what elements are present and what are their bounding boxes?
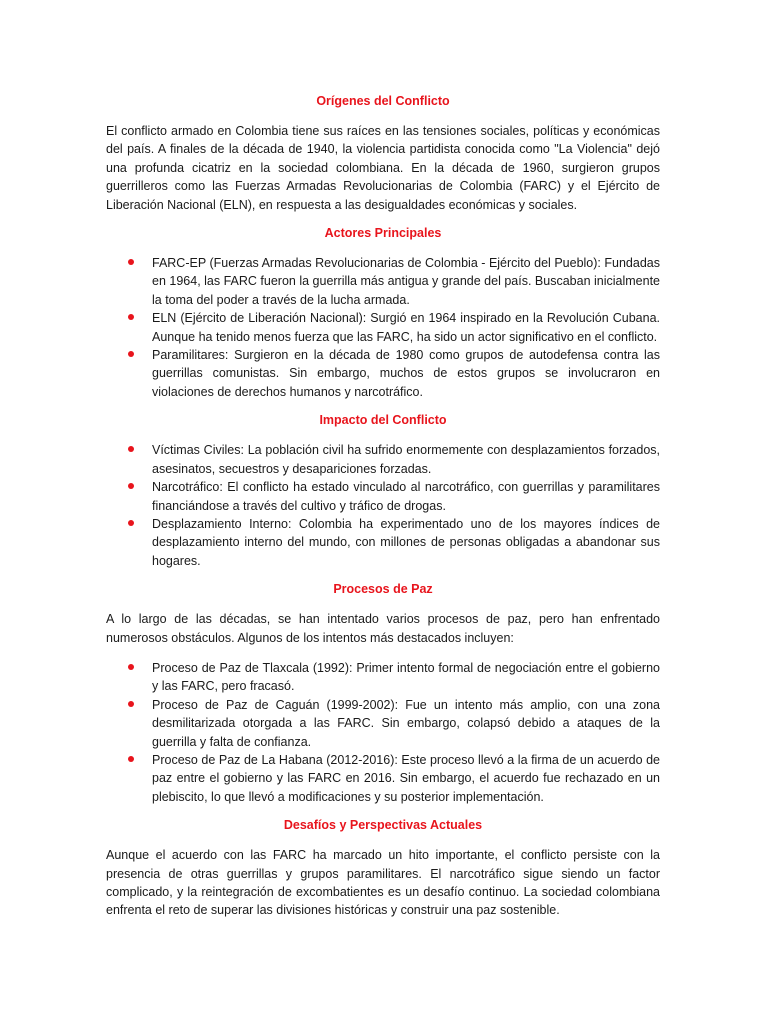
section-paragraph-desafios: Aunque el acuerdo con las FARC ha marcado un hito importante, el conflicto persiste con la presencia de otras guerrillas y grupos paramilitares. El narcotráfico sigue siendo un factor complicado, y la reintegración de excombatientes es un desafío continuo. La sociedad colombiana enfrenta el reto de superar las divisiones históricas y construir una paz sostenible. [106, 848, 660, 918]
impacto-list [106, 441, 660, 570]
bullet-icon [128, 701, 134, 707]
list-item [106, 659, 660, 696]
list-item-text: FARC-EP (Fuerzas Armadas Revolucionarias de Colombia - Ejército del Pueblo): Fundadas en 1964, las FARC fueron la guerrilla más antigua y grande del país. Buscaban inicialmente la toma del poder a través de la lucha armada. [152, 256, 660, 307]
section-paragraph-procesos: A lo largo de las décadas, se han intentado varios procesos de paz, pero han enfrentado numerosos obstáculos. Algunos de los intentos más destacados incluyen: [106, 612, 660, 645]
list-item [106, 441, 660, 478]
section-title-desafios: Desafíos y Perspectivas Actuales [283, 818, 483, 833]
section-title-origenes: Orígenes del Conflicto [316, 94, 450, 108]
list-item-text: Proceso de Paz de Caguán (1999-2002): Fue un intento más amplio, con una zona desmilitarizada otorgada a las FARC. Sin embargo, colapsó debido a ataques de la guerrilla y falta de confianza. [152, 697, 660, 749]
list-item [106, 478, 660, 515]
list-item-text: Proceso de Paz de Tlaxcala (1992): Primer intento formal de negociación entre el gobierno y las FARC, pero fracasó. [152, 660, 660, 694]
list-item-text: Proceso de Paz de La Habana (2012-2016): Este proceso llevó a la firma de un acuerdo de paz entre el gobierno y las FARC en 2016. Sin embargo, el acuerdo fue rechazado en un plebiscito, lo que llevó a modificaciones y su posterior implementación. [152, 752, 660, 804]
list-item [106, 515, 660, 570]
section-title-impacto: Impacto del Conflicto [319, 413, 447, 428]
section-paragraph-origenes: El conflicto armado en Colombia tiene sus raíces en las tensiones sociales, políticas y económicas del país. A finales de la década de 1940, la violencia partidista conocida como "La Violencia" dejó una profunda cicatriz en la sociedad colombiana. En la década de 1960, surgieron grupos guerrilleros como las Fuerzas Armadas Revolucionarias de Colombia (FARC) y el Ejército de Liberación Nacional (ELN), en respuesta a las desigualdades económicas y sociales. [106, 124, 660, 212]
bullet-icon [128, 664, 134, 670]
bullet-icon [128, 259, 134, 265]
list-item [106, 309, 660, 346]
bullet-icon [128, 520, 134, 526]
bullet-icon [128, 314, 134, 320]
bullet-icon [128, 351, 134, 357]
list-item-text: ELN (Ejército de Liberación Nacional): Surgió en 1964 inspirado en la Revolución Cubana. Aunque ha tenido menos fuerza que las FARC, ha sido un actor significativo en el conflicto. [152, 311, 660, 344]
document-page [106, 92, 660, 920]
list-item-text: Desplazamiento Interno: Colombia ha experimentado uno de los mayores índices de desplazamiento interno del mundo, con millones de personas obligadas a abandonar sus hogares. [152, 516, 660, 568]
bullet-icon [128, 446, 134, 452]
list-item-text: Narcotráfico: El conflicto ha estado vinculado al narcotráfico, con guerrillas y paramilitares financiándose a través del cultivo y tráfico de drogas. [152, 480, 660, 513]
list-item [106, 696, 660, 751]
actores-list [106, 254, 660, 401]
list-item [106, 751, 660, 806]
section-title-procesos: Procesos de Paz [333, 582, 433, 597]
bullet-icon [128, 483, 134, 489]
bullet-icon [128, 756, 134, 762]
procesos-list [106, 659, 660, 806]
list-item-text: Víctimas Civiles: La población civil ha sufrido enormemente con desplazamientos forzados, asesinatos, secuestros y desapariciones forzadas. [152, 443, 660, 476]
list-item [106, 254, 660, 309]
section-title-actores: Actores Principales [324, 226, 442, 241]
list-item-text: Paramilitares: Surgieron en la década de 1980 como grupos de autodefensa contra las guerrillas comunistas. Sin embargo, muchos de estos grupos se involucraron en violaciones de derechos humanos y narcotráfico. [152, 348, 660, 399]
list-item [106, 346, 660, 401]
